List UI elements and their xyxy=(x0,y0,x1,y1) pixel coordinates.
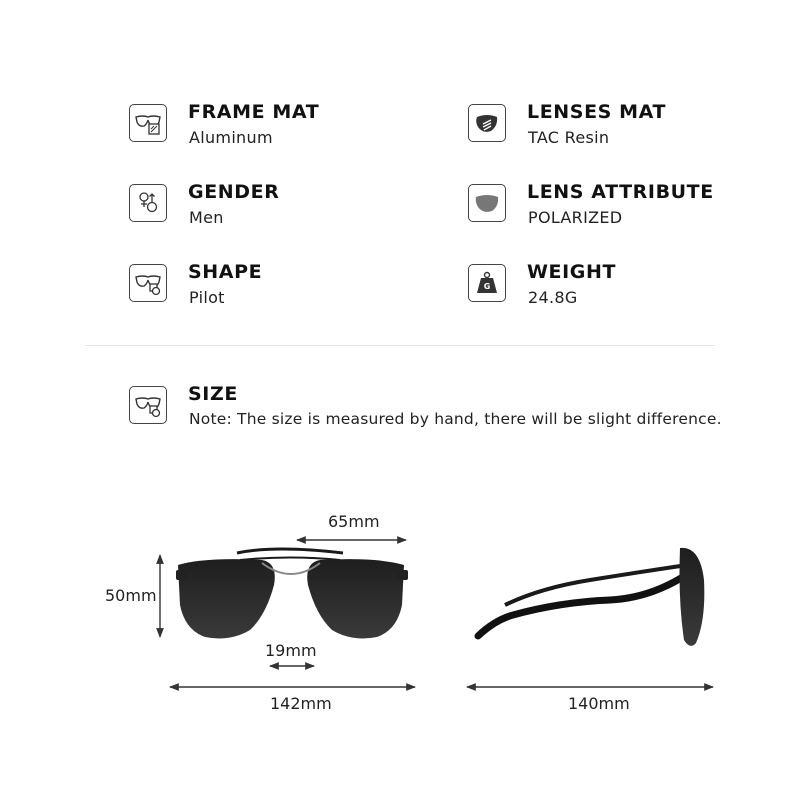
spec-label: SHAPE xyxy=(188,261,263,283)
bridge-label: 19mm xyxy=(265,641,317,660)
spec-value: TAC Resin xyxy=(528,128,610,147)
svg-text:G: G xyxy=(483,282,491,291)
spec-value: Pilot xyxy=(189,288,225,307)
lens-width-label: 65mm xyxy=(328,512,380,531)
glasses-side-view xyxy=(478,548,704,646)
glasses-front-view xyxy=(176,549,408,638)
spec-value: 24.8G xyxy=(528,288,578,307)
spec-label: WEIGHT xyxy=(527,261,617,283)
spec-label: FRAME MAT xyxy=(188,101,320,123)
spec-value: Men xyxy=(189,208,224,227)
size-label: SIZE xyxy=(188,383,238,405)
spec-value: Aluminum xyxy=(189,128,273,147)
spec-label: GENDER xyxy=(188,181,280,203)
lens-height-label: 50mm xyxy=(105,586,157,605)
size-note: Note: The size is measured by hand, there will be slight difference. xyxy=(189,410,722,428)
spec-label: LENSES MAT xyxy=(527,101,667,123)
total-width-label: 142mm xyxy=(270,694,332,713)
spec-label: LENS ATTRIBUTE xyxy=(527,181,714,203)
spec-value: POLARIZED xyxy=(528,208,623,227)
temple-length-label: 140mm xyxy=(568,694,630,713)
